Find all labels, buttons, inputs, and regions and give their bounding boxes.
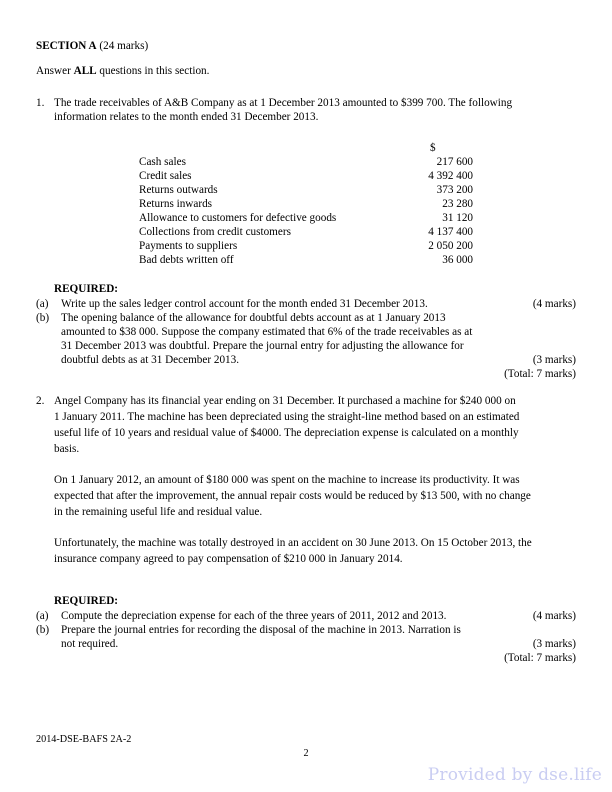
row-amount: 4 392 400 [428, 170, 473, 182]
row-amount: 373 200 [436, 184, 473, 196]
q1-table-row [139, 239, 473, 253]
q1-required-heading: REQUIRED: [54, 283, 119, 295]
row-amount: 23 280 [442, 198, 473, 210]
q1-table-row [139, 169, 473, 183]
q2-b-line1: Prepare the journal entries for recording the disposal of the machine in 2013. Narration is [61, 624, 461, 636]
q1-table-row [139, 225, 473, 239]
row-amount: 4 137 400 [428, 226, 473, 238]
instruction-prefix: Answer [36, 65, 71, 77]
row-label: Payments to suppliers [139, 240, 238, 252]
q1-table-row [139, 197, 473, 211]
q2-total: (Total: 7 marks) [504, 652, 576, 664]
q2-p1-line2: 1 January 2011. The machine has been depreciated using the straight-line method based on an estimated [54, 411, 520, 423]
q2-p3-line2: insurance company agreed to pay compensation of $210 000 in January 2014. [54, 553, 403, 565]
page-number: 2 [303, 748, 309, 759]
q1-table-row [139, 155, 473, 169]
q1-table-row [139, 183, 473, 197]
row-label: Cash sales [139, 156, 186, 168]
section-title: SECTION A [36, 40, 97, 52]
q1-b-line4: doubtful debts as at 31 December 2013. [61, 354, 240, 366]
q2-p2-line2: expected that after the improvement, the annual repair costs would be reduced by $13 500, with no change [54, 490, 531, 502]
section-marks: (24 marks) [99, 40, 149, 52]
q2-p2-line3: in the remaining useful life and residual value. [54, 506, 263, 518]
watermark-link[interactable]: Provided by dse.life [427, 765, 602, 785]
q1-a-label: (a) [36, 298, 49, 310]
section-heading [36, 39, 148, 53]
q1-b-label: (b) [36, 312, 50, 324]
instruction [36, 64, 209, 78]
row-label: Returns outwards [139, 184, 218, 196]
row-label: Credit sales [139, 170, 192, 182]
instruction-suffix: questions in this section. [99, 65, 210, 77]
q1-intro-line1: The trade receivables of A&B Company as at 1 December 2013 amounted to $399 700. The following [54, 97, 513, 109]
q2-p1-line3: useful life of 10 years and residual value of $4000. The depreciation expense is calculated on a monthly [54, 427, 519, 439]
row-label: Collections from credit customers [139, 226, 291, 238]
q2-b-marks: (3 marks) [532, 638, 576, 650]
q1-total: (Total: 7 marks) [504, 368, 576, 380]
q2-b-label: (b) [36, 624, 50, 636]
q1-table-row [139, 211, 473, 225]
q2-a-marks: (4 marks) [532, 610, 576, 622]
q1-b-line1: The opening balance of the allowance for doubtful debts account as at 1 January 2013 [61, 312, 446, 324]
q1-b-marks: (3 marks) [532, 354, 576, 366]
q2-p1-line1: Angel Company has its financial year ending on 31 December. It purchased a machine for $240 000 on [54, 395, 516, 407]
q1-b-line2: amounted to $38 000. Suppose the company estimated that 6% of the trade receivables as at [61, 326, 473, 338]
row-amount: 31 120 [442, 212, 473, 224]
instruction-bold: ALL [73, 65, 97, 77]
q2-p2-line1: On 1 January 2012, an amount of $180 000 was spent on the machine to increase its productivity. It was [54, 474, 520, 486]
row-label: Allowance to customers for defective goods [139, 212, 337, 224]
q2-p3-line1: Unfortunately, the machine was totally destroyed in an accident on 30 June 2013. On 15 October 2013, the [54, 537, 532, 549]
q1-currency-header: $ [430, 142, 436, 154]
q1-intro-line2: information relates to the month ended 31 December 2013. [54, 111, 319, 123]
row-label: Returns inwards [139, 198, 213, 210]
q2-number: 2. [36, 395, 45, 407]
footer-paper-code: 2014-DSE-BAFS 2A-2 [36, 734, 132, 745]
q2-p1-line4: basis. [54, 443, 80, 455]
row-label: Bad debts written off [139, 254, 234, 266]
q2-required-heading: REQUIRED: [54, 595, 119, 607]
q2-a-text: Compute the depreciation expense for each of the three years of 2011, 2012 and 2013. [61, 610, 447, 622]
q1-a-marks: (4 marks) [532, 298, 576, 310]
q2-b-line2: not required. [61, 638, 119, 650]
q1-a-text: Write up the sales ledger control account for the month ended 31 December 2013. [61, 298, 428, 310]
q2-a-label: (a) [36, 610, 49, 622]
row-amount: 217 600 [436, 156, 473, 168]
row-amount: 36 000 [442, 254, 473, 266]
row-amount: 2 050 200 [428, 240, 473, 252]
q1-b-line3: 31 December 2013 was doubtful. Prepare the journal entry for adjusting the allowance for [61, 340, 464, 352]
q1-table-row [139, 253, 473, 267]
q1-number: 1. [36, 97, 45, 109]
